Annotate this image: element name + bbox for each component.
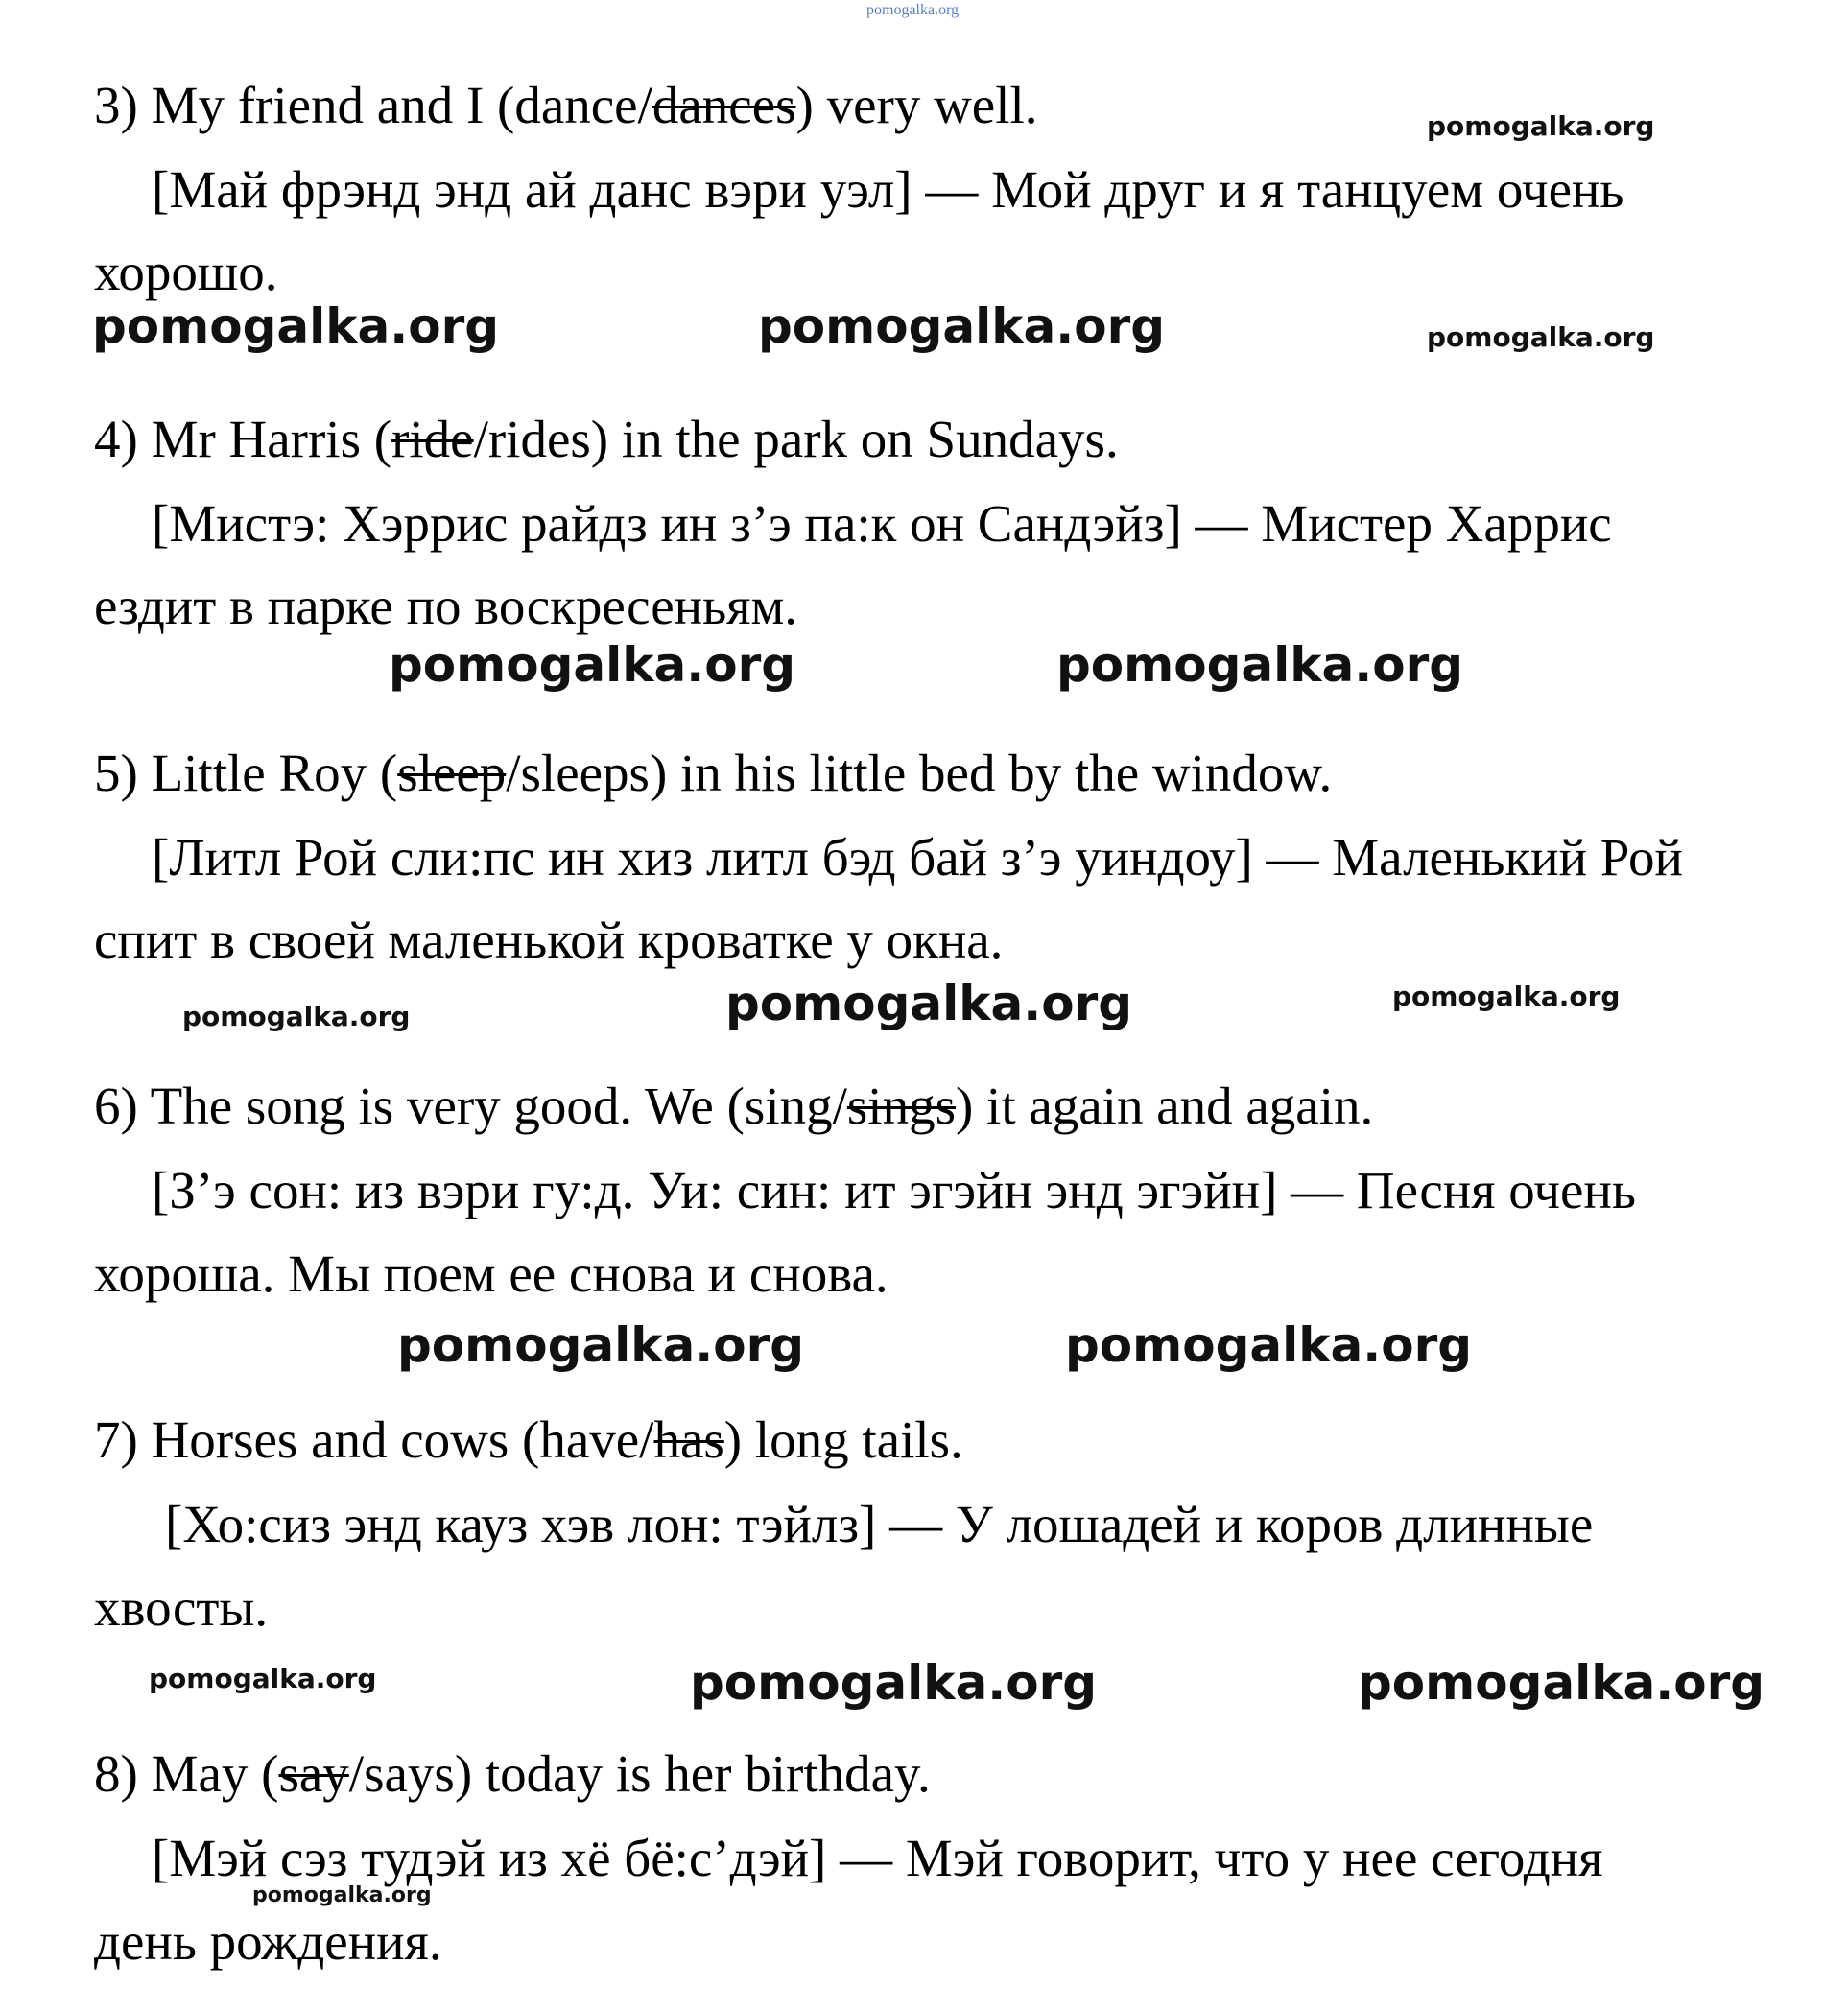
item-number: 6) — [94, 1077, 138, 1135]
exercise-6-sentence — [94, 1077, 1374, 1135]
option-a: have — [539, 1410, 640, 1469]
watermark: pomogalka.org — [1427, 321, 1655, 353]
sentence-start: Mr Harris ( — [151, 410, 392, 468]
option-separator: / — [506, 744, 521, 802]
watermark: pomogalka.org — [1358, 1655, 1765, 1711]
sentence-end: ) very well. — [795, 76, 1038, 134]
exercise-5-transcription: [Литл Рой сли:пс ин хиз литл бэд бай з’э уиндоу] — Маленький Рой — [152, 828, 1683, 887]
option-b-struck: dances — [652, 76, 796, 134]
sentence-start: The song is very good. We ( — [150, 1077, 745, 1135]
option-a-struck: sleep — [397, 744, 507, 802]
watermark: pomogalka.org — [1392, 981, 1621, 1012]
sentence-end: ) it again and again. — [955, 1077, 1374, 1135]
option-a: dance — [514, 76, 638, 134]
option-a: sing — [744, 1077, 833, 1135]
watermark: pomogalka.org — [1056, 637, 1464, 693]
sentence-start: Little Roy ( — [151, 744, 398, 802]
watermark: pomogalka.org — [1427, 110, 1655, 142]
watermark: pomogalka.org — [149, 1663, 377, 1694]
option-separator: / — [637, 76, 652, 134]
exercise-4-translation-end: ездит в парке по воскресеньям. — [94, 577, 798, 635]
sentence-end: ) long tails. — [723, 1410, 963, 1469]
option-b: sleeps — [520, 744, 650, 802]
sentence-start: My friend and I ( — [151, 76, 515, 134]
watermark: pomogalka.org — [758, 298, 1166, 354]
item-number: 3) — [94, 76, 138, 134]
exercise-6-transcription: [З’э сон: из вэри гу:д. Уи: син: ит эгэйн энд эгэйн] — Песня очень — [152, 1161, 1636, 1219]
option-b: says — [364, 1744, 455, 1803]
option-separator: / — [473, 410, 488, 468]
exercise-4-transcription: [Мистэ: Хэррис райдз ин з’э па:к он Сандэйз] — Мистер Харрис — [152, 494, 1612, 553]
option-a-struck: say — [278, 1744, 349, 1803]
sentence-end: ) in the park on Sundays. — [590, 410, 1119, 468]
sentence-start: Horses and cows ( — [151, 1410, 540, 1469]
option-separator: / — [348, 1744, 365, 1803]
option-b-struck: has — [653, 1410, 724, 1469]
exercise-7-transcription: [Хо:сиз энд кауз хэв лон: тэйлз] — У лошадей и коров длинные — [165, 1495, 1594, 1553]
sentence-start: May ( — [151, 1744, 279, 1803]
exercise-8-transcription: [Мэй сэз тудэй из хё бё:с’дэй] — Мэй говорит, что у нее сегодня — [152, 1829, 1603, 1887]
exercise-8-translation-end: день рождения. — [94, 1912, 442, 1971]
item-number: 5) — [94, 744, 138, 802]
exercise-8-sentence — [94, 1744, 931, 1803]
exercise-5-sentence — [94, 744, 1333, 802]
item-number: 4) — [94, 410, 138, 468]
exercise-3-translation-end: хорошо. — [94, 243, 278, 301]
watermark: pomogalka.org — [182, 1001, 411, 1032]
option-separator: / — [832, 1077, 847, 1135]
item-number: 7) — [94, 1410, 138, 1469]
exercise-3-transcription: [Май фрэнд энд ай данс вэри уэл] — Мой друг и я танцуем очень — [152, 160, 1624, 219]
exercise-6-translation-end: хороша. Мы поем ее снова и снова. — [94, 1244, 888, 1303]
exercise-3-sentence — [94, 76, 1038, 134]
option-separator: / — [639, 1410, 654, 1469]
sentence-end: ) in his little bed by the window. — [649, 744, 1333, 802]
option-a-struck: ride — [391, 410, 474, 468]
exercise-5-translation-end: спит в своей маленькой кроватке у окна. — [94, 911, 1004, 969]
watermark: pomogalka.org — [1065, 1317, 1473, 1373]
watermark: pomogalka.org — [397, 1317, 805, 1373]
watermark: pomogalka.org — [92, 298, 500, 354]
option-b: rides — [487, 410, 591, 468]
exercise-7-sentence — [94, 1410, 963, 1469]
watermark: pomogalka.org — [690, 1655, 1098, 1711]
top-watermark: pomogalka.org — [866, 2, 960, 18]
exercise-4-sentence — [94, 410, 1119, 468]
item-number: 8) — [94, 1744, 138, 1803]
watermark: pomogalka.org — [725, 976, 1133, 1031]
watermark: pomogalka.org — [389, 637, 796, 693]
exercise-7-translation-end: хвосты. — [94, 1578, 269, 1637]
sentence-end: ) today is her birthday. — [454, 1744, 931, 1803]
option-b-struck: sings — [846, 1077, 956, 1135]
watermark: pomogalka.org — [252, 1883, 432, 1907]
